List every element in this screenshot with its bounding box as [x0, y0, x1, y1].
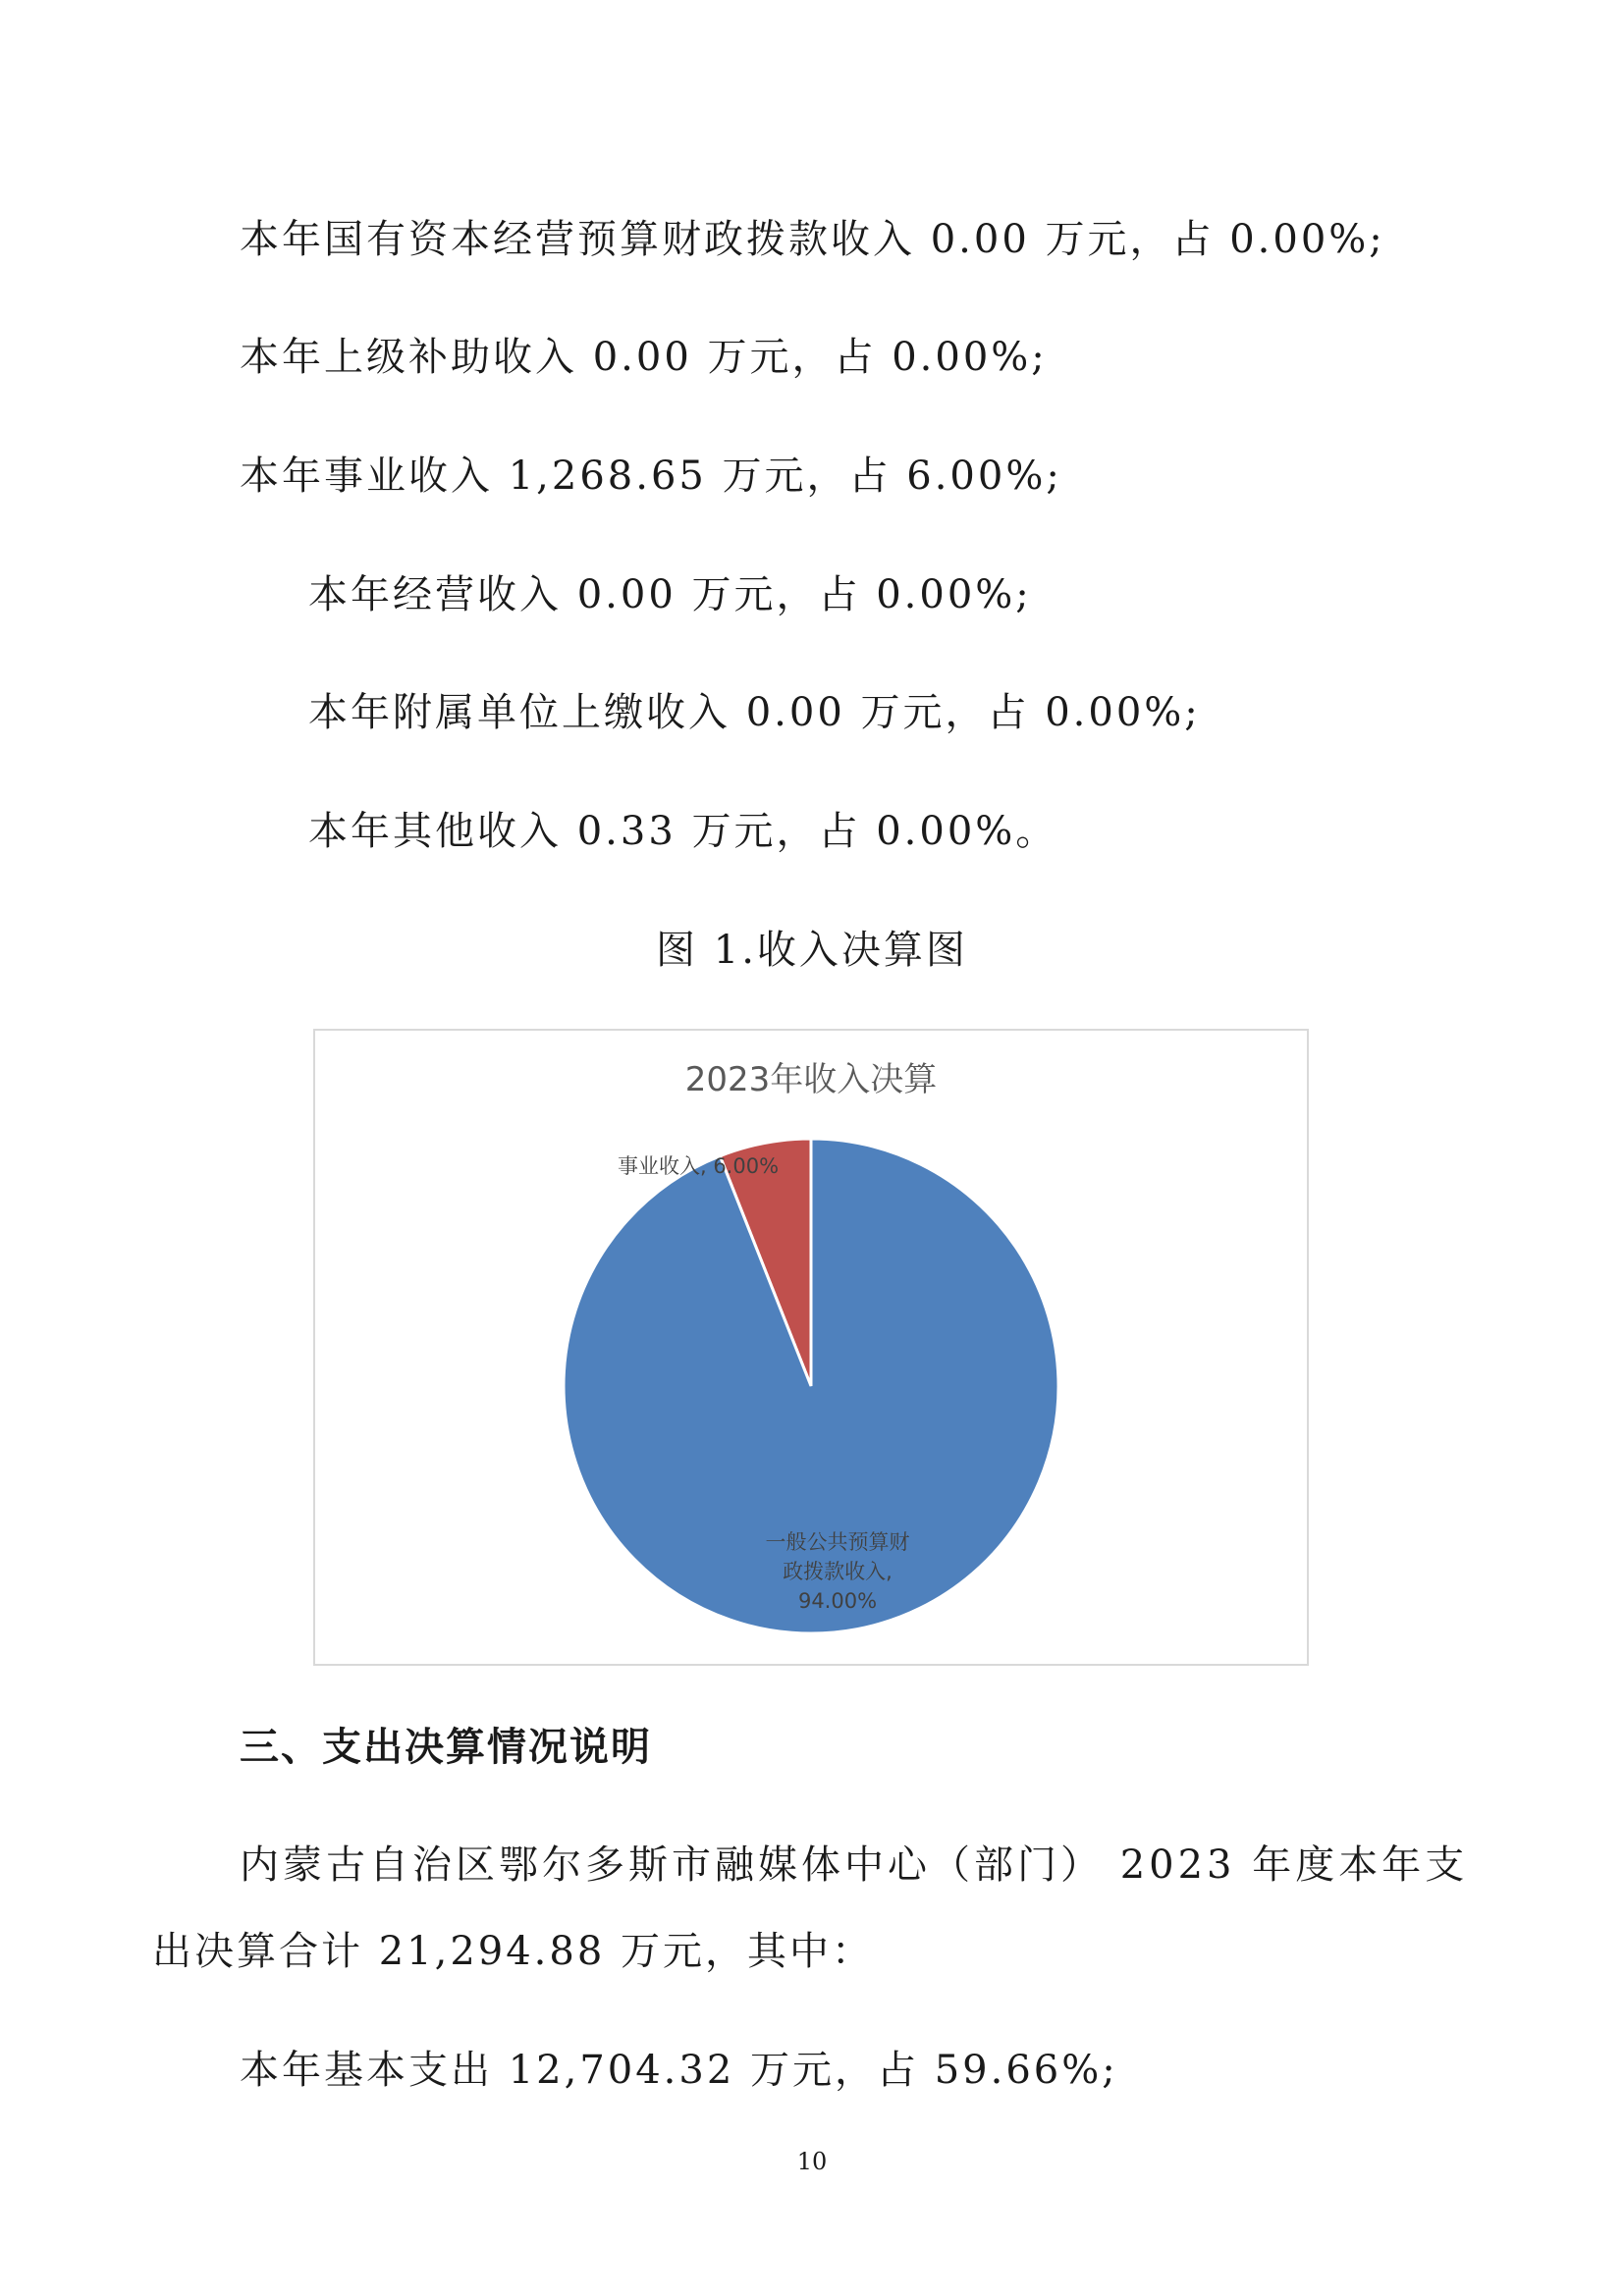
- text-line-basic-expenditure: 本年基本支出 12,704.32 万元，占 59.66%;: [240, 2048, 1118, 2093]
- figure-caption: 图 1.收入决算图: [656, 928, 968, 973]
- pie-label-1-line-2: 94.00%: [797, 1589, 878, 1613]
- text-line-superior-subsidy: 本年上级补助收入 0.00 万元，占 0.00%;: [240, 335, 1048, 380]
- paragraph-line-1: 内蒙古自治区鄂尔多斯市融媒体中心（部门） 2023 年度本年支: [240, 1842, 1469, 1888]
- pie-svg: [315, 1031, 1307, 1664]
- page-number: 10: [796, 2148, 828, 2175]
- income-pie-chart: [313, 1029, 1309, 1666]
- chart-title: 2023年收入决算: [684, 1060, 938, 1099]
- text-line-business-income: 本年事业收入 1,268.65 万元，占 6.00%;: [240, 454, 1062, 499]
- pie-label-0: 事业收入, 6.00%: [617, 1154, 780, 1178]
- pie-label-1-line-0: 一般公共预算财: [765, 1530, 910, 1554]
- text-line-state-capital-income: 本年国有资本经营预算财政拨款收入 0.00 万元，占 0.00%;: [240, 217, 1385, 262]
- paragraph-line-2: 出决算合计 21,294.88 万元，其中：: [152, 1929, 875, 1974]
- text-line-affiliate-income: 本年附属单位上缴收入 0.00 万元，占 0.00%;: [308, 690, 1201, 735]
- text-line-operating-income: 本年经营收入 0.00 万元，占 0.00%;: [308, 572, 1032, 617]
- text-line-other-income: 本年其他收入 0.33 万元，占 0.00%。: [308, 809, 1058, 854]
- pie-label-1-line-1: 政拨款收入,: [783, 1560, 893, 1583]
- section-heading: 三、支出决算情况说明: [240, 1725, 652, 1770]
